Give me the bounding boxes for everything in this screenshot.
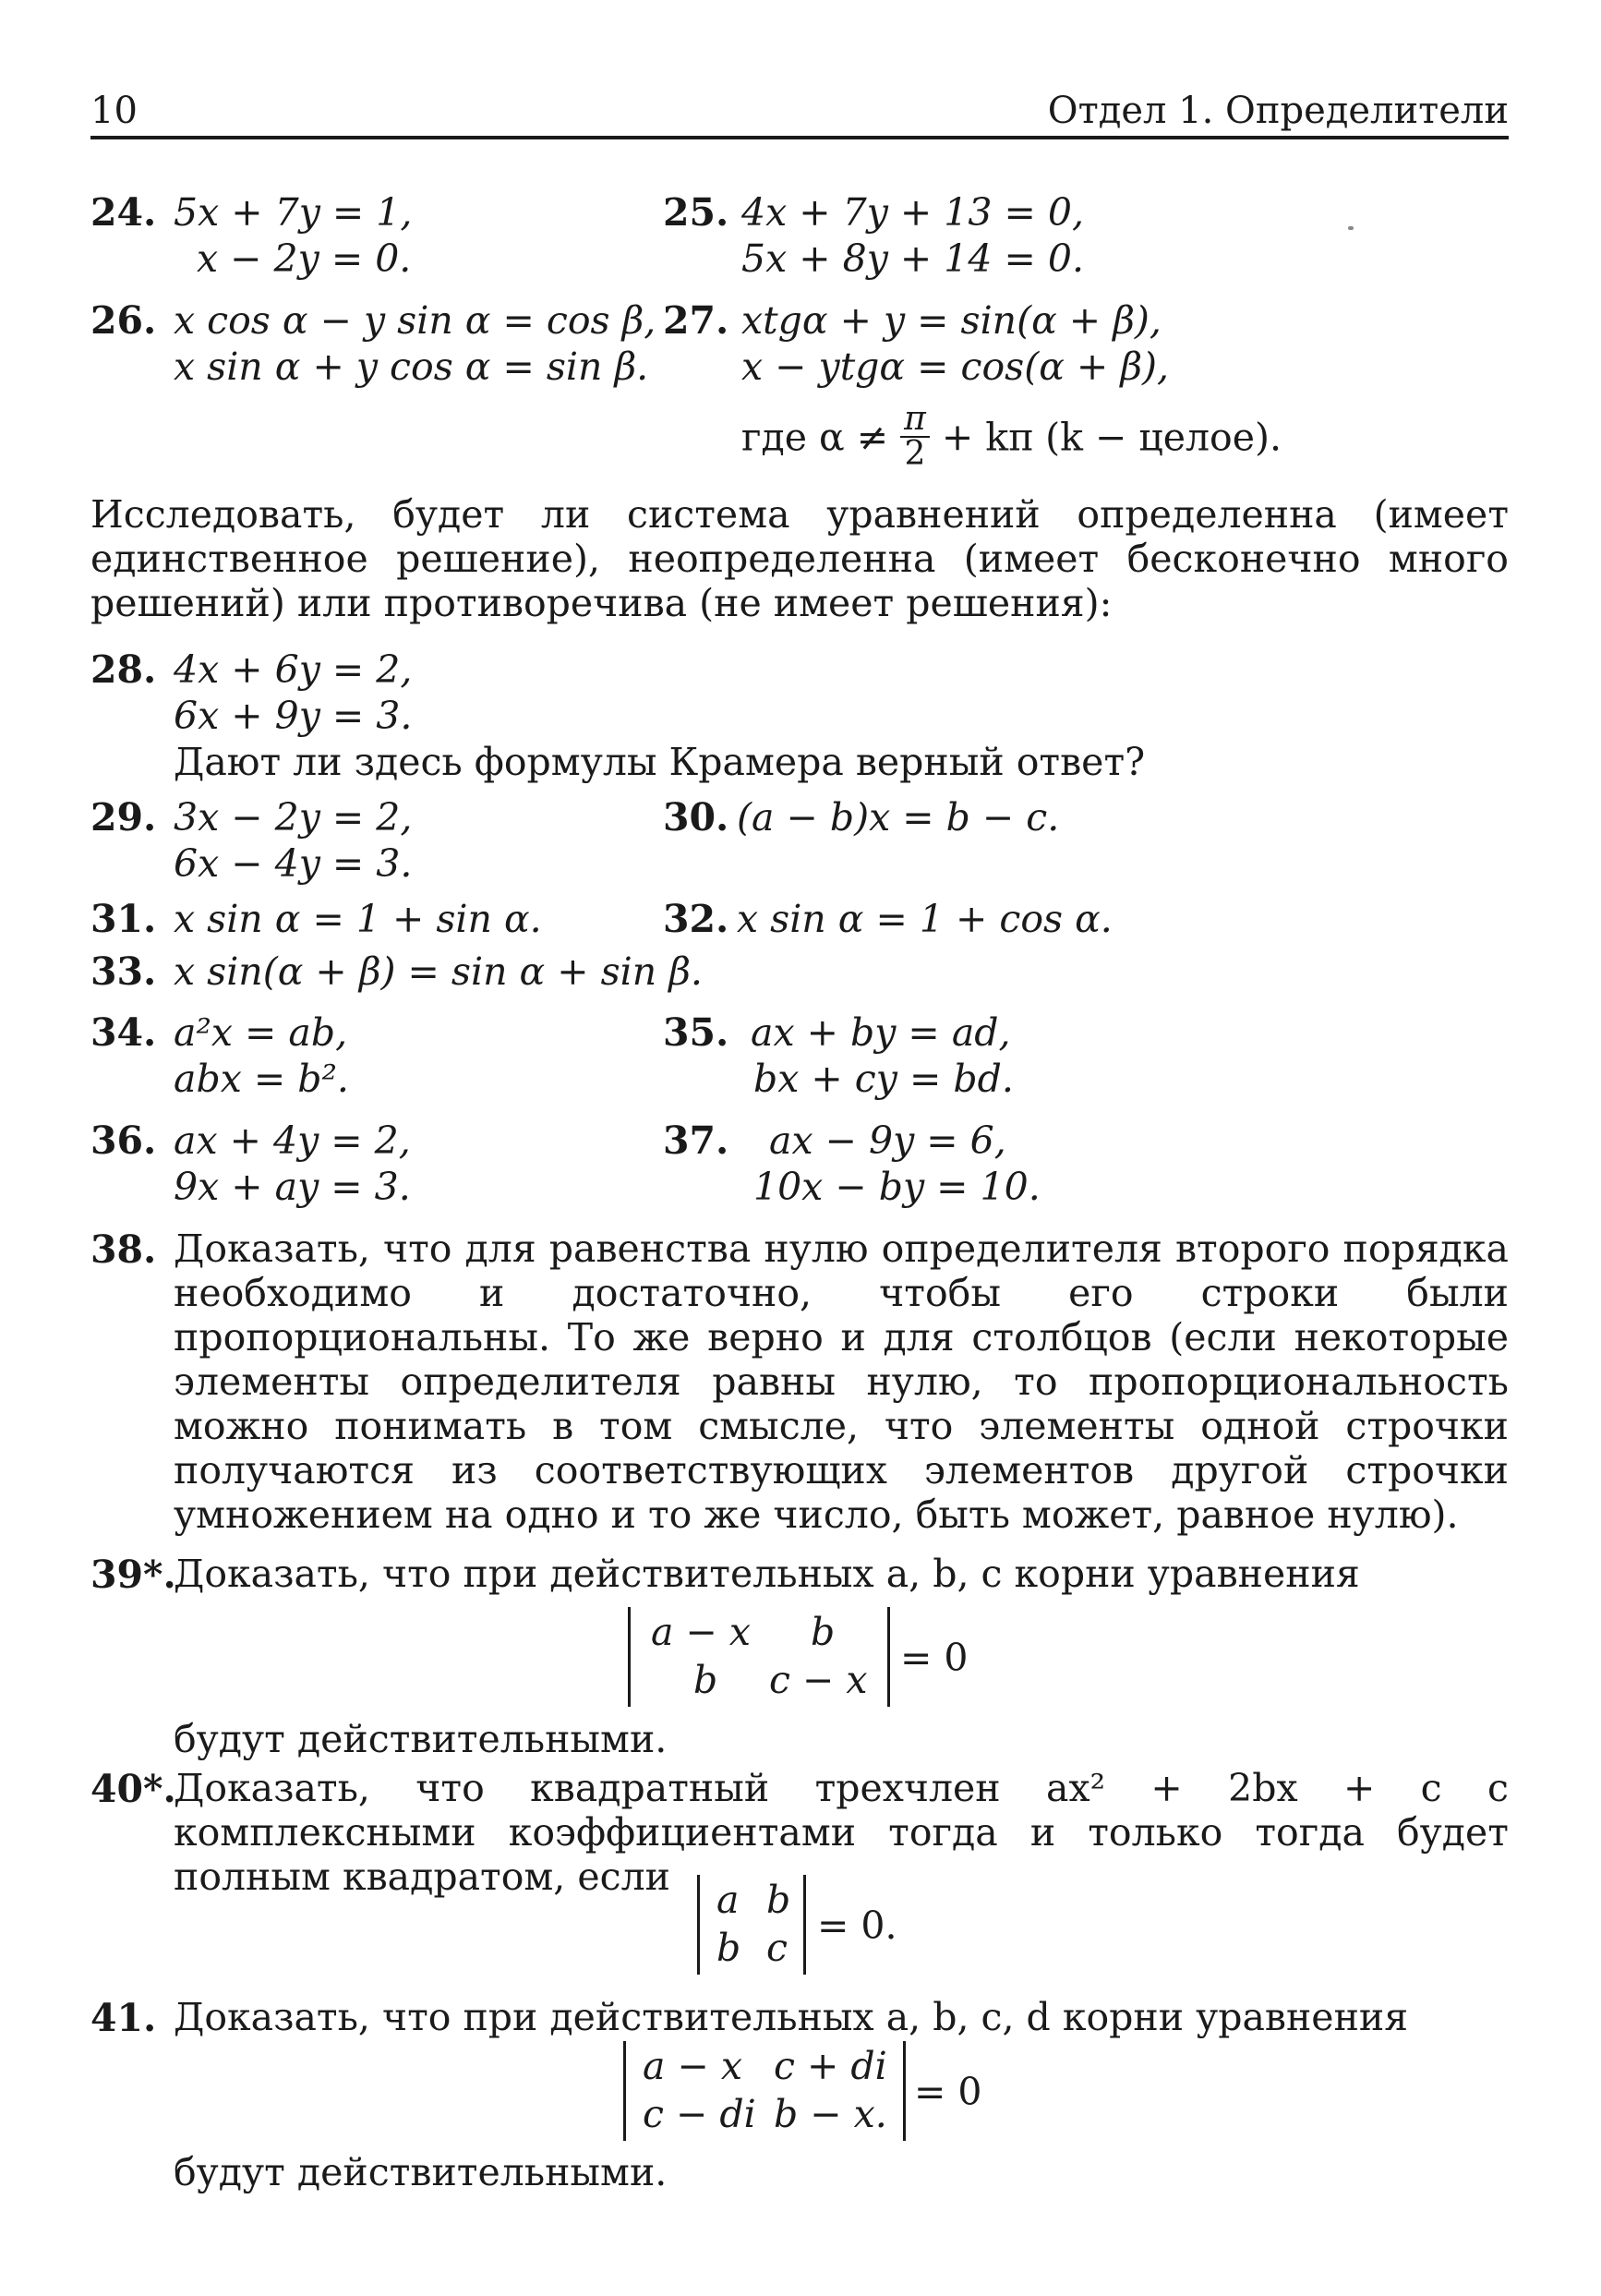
equation: ax − 9y = 6, [769, 1118, 1006, 1163]
problem-number: 34. [90, 1010, 157, 1055]
determinant [628, 1607, 890, 1707]
condition [741, 400, 1282, 475]
equation: xtgα + y = sin(α + β), [741, 298, 1162, 343]
equation: 5x + 7y = 1, [174, 190, 413, 235]
det-cell: c [766, 1926, 788, 1970]
problem-40-text: Доказать, что квадратный трехчлен ax² + 2bx + c с комплексными коэффициентами тогда и только тогда будет полным квадратом, если [174, 1766, 1509, 1899]
problem-number: 27. [663, 298, 729, 343]
equation: 5x + 8y + 14 = 0. [741, 236, 1085, 281]
determinant [623, 2041, 906, 2141]
equation: 10x − by = 10. [753, 1165, 1041, 1209]
problem-number: 32. [663, 897, 729, 941]
page-number: 10 [90, 90, 138, 132]
equation: x − 2y = 0. [197, 236, 412, 281]
problem-number: 24. [90, 190, 157, 235]
equation: (a − b)x = b − c. [737, 795, 1060, 840]
fraction-denominator: 2 [904, 435, 926, 473]
fraction-numerator: π [900, 403, 930, 438]
problem-number: 33. [90, 949, 157, 994]
fraction [900, 400, 930, 473]
equation: a²x = ab, [174, 1010, 348, 1055]
problem-number: 39*. [90, 1553, 176, 1597]
header-rule [90, 136, 1509, 139]
det-cell: c + di [774, 2044, 887, 2088]
det-cell: a − x [651, 1610, 751, 1654]
problem-number: 29. [90, 795, 157, 840]
problem-number: 40*. [90, 1767, 176, 1811]
condition-text: где α ≠ [741, 415, 889, 460]
equals-zero: = 0 [900, 1636, 969, 1680]
equation: x cos α − y sin α = cos β, [174, 298, 656, 343]
det-cell: a − x [643, 2044, 742, 2088]
equation: x − ytgα = cos(α + β), [741, 344, 1170, 389]
note: Дают ли здесь формулы Крамера верный ответ? [174, 740, 1146, 784]
det-cell: a [716, 1878, 740, 1922]
problem-number: 37. [663, 1118, 729, 1163]
intro-paragraph: Исследовать, будет ли система уравнений определенна (имеет единственное решение), неопределенна (имеет бесконечно много решений) или противоречива (не имеет решения): [90, 492, 1509, 625]
problem-number: 26. [90, 298, 157, 343]
problem-38-text: Доказать, что для равенства нулю определителя второго порядка необходимо и достаточно, чтобы его строки были пропорциональны. То же верно и для столбцов (если некоторые элементы определителя равны нулю, то пропорциональность можно понимать в том смысле, что элементы одной строчки получаются из соответствующих элементов другой строчки умножением на одно и то же число, быть может, равное нулю). [174, 1227, 1509, 1537]
determinant [697, 1875, 806, 1975]
equation: bx + cy = bd. [753, 1057, 1014, 1101]
det-cell: b [693, 1658, 718, 1702]
problem-number: 38. [90, 1227, 157, 1272]
equation: 9x + ay = 3. [174, 1165, 411, 1209]
problem-number: 35. [663, 1010, 729, 1055]
problem-number: 31. [90, 897, 157, 941]
equation: abx = b². [174, 1057, 349, 1101]
problem-number: 41. [90, 1996, 157, 2040]
equation: 4x + 6y = 2, [174, 647, 413, 692]
equals-zero: = 0. [817, 1903, 897, 1948]
problem-number: 28. [90, 647, 157, 692]
equals-zero: = 0 [914, 2070, 982, 2114]
equation: 4x + 7y + 13 = 0, [741, 190, 1085, 235]
det-cell: b [716, 1926, 741, 1970]
equation: 6x + 9y = 3. [174, 694, 413, 738]
equation: ax + 4y = 2, [174, 1118, 411, 1163]
det-cell: b − x. [774, 2092, 887, 2136]
equation: x sin(α + β) = sin α + sin β. [174, 949, 703, 994]
equation: ax + by = ad, [751, 1010, 1011, 1055]
problem-39-text: Доказать, что при действительных a, b, c корни уравнения [174, 1552, 1360, 1596]
problem-number: 36. [90, 1118, 157, 1163]
problem-number: 25. [663, 190, 729, 235]
section-title: Отдел 1. Определители [1047, 90, 1509, 132]
equation: 6x − 4y = 3. [174, 841, 413, 886]
text: будут действительными. [174, 2150, 668, 2194]
text: будут действительными. [174, 1717, 668, 1761]
equation: x sin α = 1 + sin α. [174, 897, 542, 941]
det-cell: c − x [769, 1658, 868, 1702]
equation: x sin α + y cos α = sin β. [174, 344, 649, 389]
problem-number: 30. [663, 795, 729, 840]
det-cell: b [811, 1610, 836, 1654]
det-cell: b [766, 1878, 791, 1922]
det-cell: c − di [643, 2092, 756, 2136]
equation: 3x − 2y = 2, [174, 795, 413, 840]
condition-text: + kπ (k − целое). [941, 415, 1282, 460]
equation: x sin α = 1 + cos α. [737, 897, 1113, 941]
scan-speck [1348, 226, 1354, 230]
problem-41-text: Доказать, что при действительных a, b, c, d корни уравнения [174, 1995, 1409, 2039]
